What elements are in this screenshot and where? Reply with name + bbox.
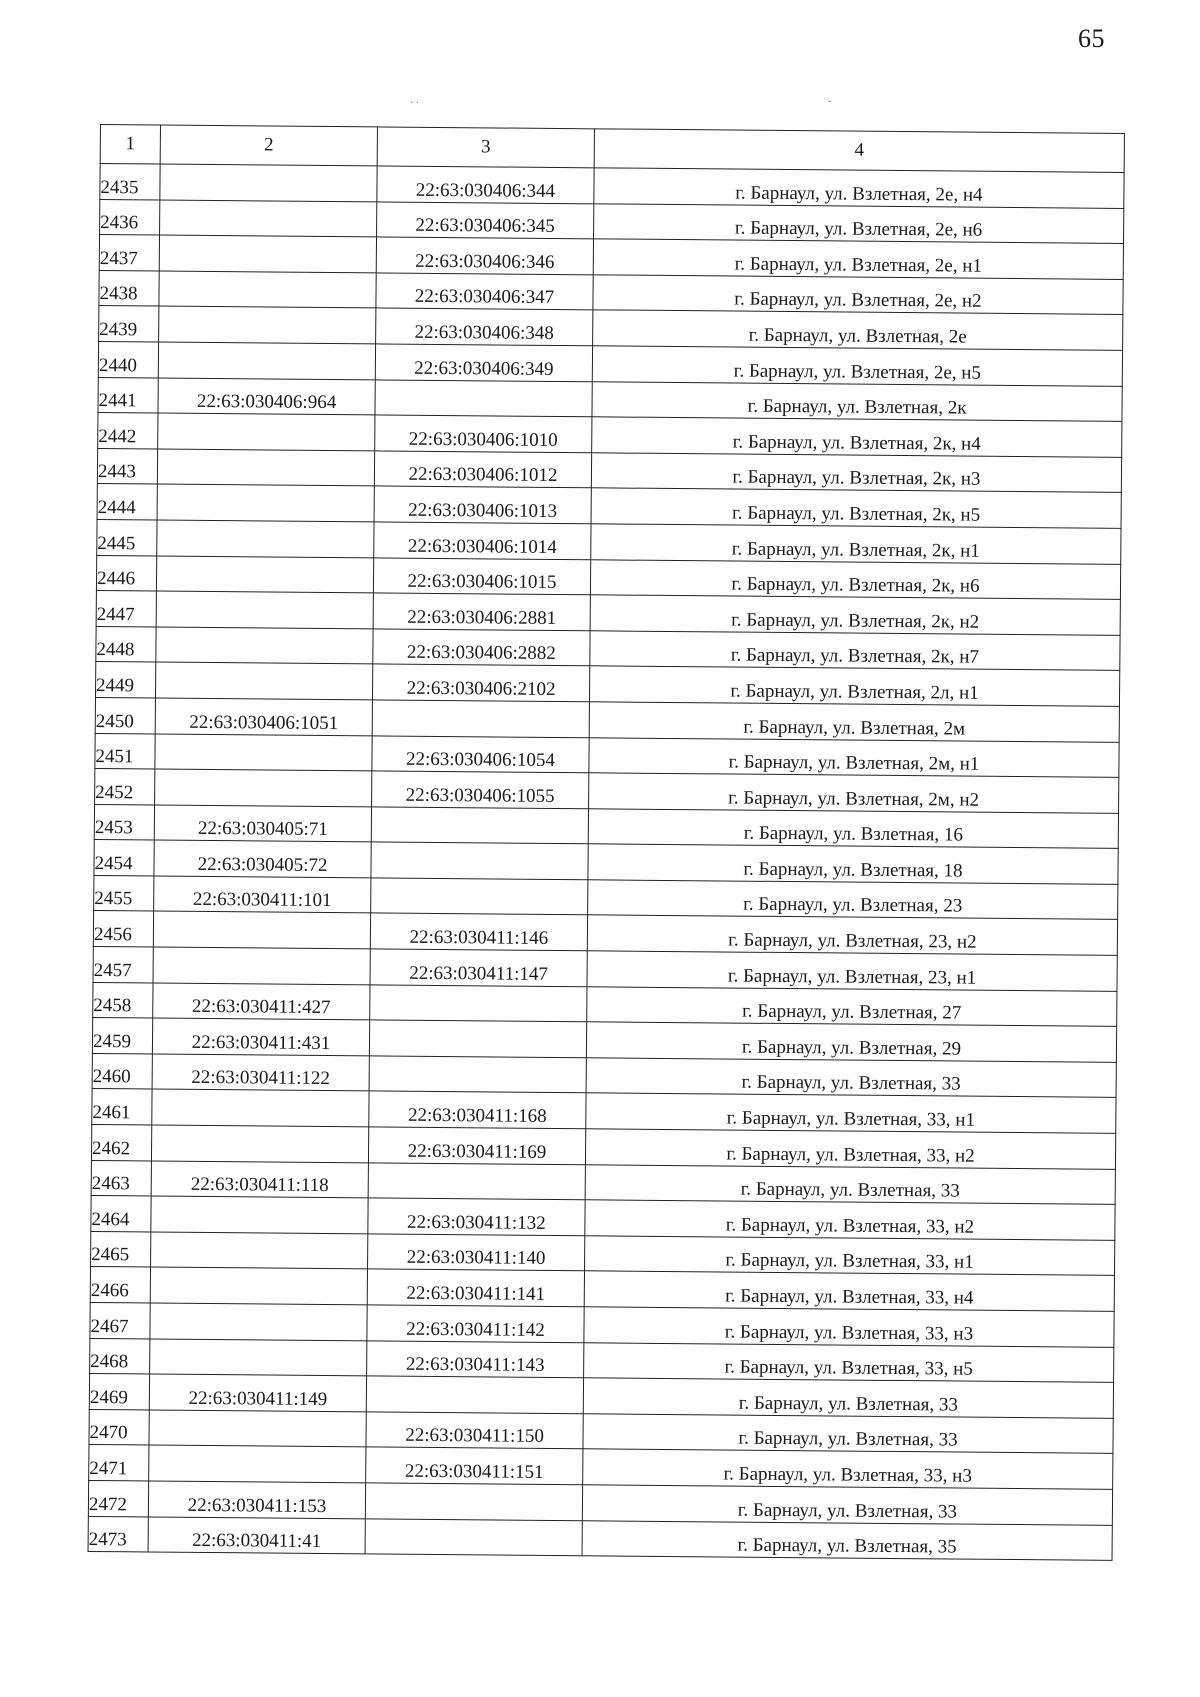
address-cell: г. Барнаул, ул. Взлетная, 33, н5 <box>584 1342 1114 1382</box>
address-cell: г. Барнаул, ул. Взлетная, 2к, н3 <box>591 453 1121 493</box>
address-cell: г. Барнаул, ул. Взлетная, 33 <box>583 1378 1113 1418</box>
object-cadastral-number-cell: 22:63:030411:142 <box>367 1305 584 1342</box>
object-cadastral-number-cell: 22:63:030406:1054 <box>372 735 589 772</box>
table-row <box>88 1516 1112 1561</box>
object-cadastral-number-cell <box>365 1483 582 1520</box>
land-cadastral-number-cell: 22:63:030411:41 <box>148 1517 365 1554</box>
table-body <box>88 164 1124 1561</box>
address-cell: г. Барнаул, ул. Взлетная, 2е <box>593 310 1123 350</box>
object-cadastral-number-cell: 22:63:030406:1014 <box>374 522 591 559</box>
object-cadastral-number-cell: 22:63:030406:1055 <box>372 771 589 808</box>
object-cadastral-number-cell <box>368 1163 585 1200</box>
row-number-cell: 2468 <box>90 1338 150 1374</box>
column-header: 1 <box>100 125 160 165</box>
land-cadastral-number-cell <box>158 342 375 379</box>
address-cell: г. Барнаул, ул. Взлетная, 2м, н2 <box>589 773 1119 813</box>
land-cadastral-number-cell: 22:63:030405:72 <box>154 840 371 877</box>
address-cell: г. Барнаул, ул. Взлетная, 2е, н4 <box>594 168 1124 208</box>
row-number-cell: 2440 <box>98 341 158 377</box>
land-cadastral-number-cell: 22:63:030406:964 <box>158 378 375 415</box>
address-cell: г. Барнаул, ул. Взлетная, 16 <box>588 808 1118 848</box>
land-cadastral-number-cell <box>152 1089 369 1126</box>
object-cadastral-number-cell: 22:63:030411:146 <box>370 913 587 950</box>
row-number-cell: 2471 <box>89 1445 149 1481</box>
object-cadastral-number-cell: 22:63:030406:347 <box>376 273 593 310</box>
row-number-cell: 2457 <box>93 947 153 983</box>
row-number-cell: 2447 <box>96 591 156 627</box>
row-number-cell: 2443 <box>97 448 157 484</box>
object-cadastral-number-cell: 22:63:030406:349 <box>375 344 592 381</box>
object-cadastral-number-cell: 22:63:030406:345 <box>377 202 594 239</box>
object-cadastral-number-cell: 22:63:030406:1013 <box>374 486 591 523</box>
address-cell: г. Барнаул, ул. Взлетная, 2л, н1 <box>589 666 1119 706</box>
object-cadastral-number-cell: 22:63:030406:2881 <box>373 593 590 630</box>
land-cadastral-number-cell: 22:63:030411:101 <box>154 876 371 913</box>
row-number-cell: 2467 <box>90 1302 150 1338</box>
row-number-cell: 2437 <box>99 235 159 271</box>
address-cell: г. Барнаул, ул. Взлетная, 29 <box>586 1022 1116 1062</box>
land-cadastral-number-cell: 22:63:030406:1051 <box>155 698 372 735</box>
document-sheet <box>88 124 1124 1561</box>
object-cadastral-number-cell: 22:63:030406:1012 <box>374 451 591 488</box>
row-number-cell: 2451 <box>95 733 155 769</box>
row-number-cell: 2441 <box>98 377 158 413</box>
address-cell: г. Барнаул, ул. Взлетная, 2е, н5 <box>592 346 1122 386</box>
land-cadastral-number-cell: 22:63:030411:122 <box>152 1054 369 1091</box>
row-number-cell: 2472 <box>88 1480 148 1516</box>
land-cadastral-number-cell <box>155 769 372 806</box>
row-number-cell: 2461 <box>92 1089 152 1125</box>
address-cell: г. Барнаул, ул. Взлетная, 2е, н2 <box>593 275 1123 315</box>
address-cell: г. Барнаул, ул. Взлетная, 2к, н5 <box>591 488 1121 528</box>
land-cadastral-number-cell <box>157 484 374 521</box>
object-cadastral-number-cell <box>365 1518 582 1555</box>
land-cadastral-number-cell <box>160 164 377 201</box>
object-cadastral-number-cell: 22:63:030406:344 <box>377 166 594 203</box>
land-cadastral-number-cell <box>156 627 373 664</box>
address-cell: г. Барнаул, ул. Взлетная, 33 <box>585 1164 1115 1204</box>
row-number-cell: 2464 <box>91 1196 151 1232</box>
column-header: 4 <box>594 129 1124 173</box>
row-number-cell: 2446 <box>96 555 156 591</box>
row-number-cell: 2436 <box>100 199 160 235</box>
land-cadastral-number-cell: 22:63:030405:71 <box>154 805 371 842</box>
object-cadastral-number-cell: 22:63:030411:168 <box>369 1091 586 1128</box>
row-number-cell: 2435 <box>100 164 160 200</box>
address-cell: г. Барнаул, ул. Взлетная, 2к, н6 <box>590 559 1120 599</box>
row-number-cell: 2455 <box>94 875 154 911</box>
object-cadastral-number-cell: 22:63:030406:2882 <box>373 629 590 666</box>
address-cell: г. Барнаул, ул. Взлетная, 33 <box>583 1414 1113 1454</box>
column-header: 2 <box>160 125 377 166</box>
row-number-cell: 2442 <box>98 413 158 449</box>
land-cadastral-number-cell <box>159 271 376 308</box>
object-cadastral-number-cell: 22:63:030411:141 <box>367 1269 584 1306</box>
object-cadastral-number-cell <box>366 1376 583 1413</box>
row-number-cell: 2460 <box>92 1053 152 1089</box>
object-cadastral-number-cell: 22:63:030406:348 <box>376 308 593 345</box>
scan-specks: · · ˇ <box>410 98 832 111</box>
land-cadastral-number-cell: 22:63:030411:118 <box>151 1161 368 1198</box>
object-cadastral-number-cell: 22:63:030406:2102 <box>372 664 589 701</box>
row-number-cell: 2469 <box>89 1374 149 1410</box>
object-cadastral-number-cell <box>372 700 589 737</box>
row-number-cell: 2453 <box>94 804 154 840</box>
row-number-cell: 2452 <box>95 769 155 805</box>
object-cadastral-number-cell: 22:63:030411:147 <box>370 949 587 986</box>
row-number-cell: 2470 <box>89 1409 149 1445</box>
address-cell: г. Барнаул, ул. Взлетная, 33 <box>586 1058 1116 1098</box>
land-cadastral-number-cell <box>153 911 370 948</box>
land-cadastral-number-cell <box>149 1410 366 1447</box>
object-cadastral-number-cell <box>371 878 588 915</box>
address-cell: г. Барнаул, ул. Взлетная, 33, н3 <box>584 1307 1114 1347</box>
address-cell: г. Барнаул, ул. Взлетная, 33, н4 <box>584 1271 1114 1311</box>
land-cadastral-number-cell <box>151 1125 368 1162</box>
object-cadastral-number-cell: 22:63:030411:132 <box>368 1198 585 1235</box>
row-number-cell: 2466 <box>90 1267 150 1303</box>
address-cell: г. Барнаул, ул. Взлетная, 27 <box>587 986 1117 1026</box>
address-cell: г. Барнаул, ул. Взлетная, 35 <box>582 1520 1112 1560</box>
row-number-cell: 2473 <box>88 1516 148 1552</box>
land-cadastral-number-cell: 22:63:030411:149 <box>149 1374 366 1411</box>
land-cadastral-number-cell <box>150 1339 367 1376</box>
object-cadastral-number-cell: 22:63:030406:346 <box>376 237 593 274</box>
object-cadastral-number-cell <box>370 985 587 1022</box>
land-cadastral-number-cell <box>160 200 377 237</box>
row-number-cell: 2458 <box>93 982 153 1018</box>
object-cadastral-number-cell: 22:63:030411:151 <box>366 1447 583 1484</box>
address-cell: г. Барнаул, ул. Взлетная, 33, н1 <box>585 1236 1115 1276</box>
row-number-cell: 2465 <box>91 1231 151 1267</box>
address-cell: г. Барнаул, ул. Взлетная, 23 <box>588 880 1118 920</box>
address-cell: г. Барнаул, ул. Взлетная, 2м <box>589 702 1119 742</box>
address-cell: г. Барнаул, ул. Взлетная, 2м, н1 <box>589 737 1119 777</box>
land-cadastral-number-cell: 22:63:030411:431 <box>152 1018 369 1055</box>
land-cadastral-number-cell <box>159 306 376 343</box>
row-number-cell: 2456 <box>93 911 153 947</box>
address-cell: г. Барнаул, ул. Взлетная, 33 <box>582 1485 1112 1525</box>
object-cadastral-number-cell <box>375 379 592 416</box>
land-cadastral-number-cell <box>158 413 375 450</box>
object-cadastral-number-cell: 22:63:030411:140 <box>368 1234 585 1271</box>
land-cadastral-number-cell <box>150 1267 367 1304</box>
address-cell: г. Барнаул, ул. Взлетная, 2к, н4 <box>592 417 1122 457</box>
address-cell: г. Барнаул, ул. Взлетная, 18 <box>588 844 1118 884</box>
object-cadastral-number-cell: 22:63:030411:143 <box>367 1340 584 1377</box>
land-cadastral-number-cell: 22:63:030411:153 <box>148 1481 365 1518</box>
land-cadastral-number-cell <box>156 591 373 628</box>
registry-table <box>88 124 1125 1561</box>
row-number-cell: 2459 <box>92 1018 152 1054</box>
page-number: 65 <box>1078 24 1105 53</box>
row-number-cell: 2463 <box>91 1160 151 1196</box>
land-cadastral-number-cell <box>149 1445 366 1482</box>
row-number-cell: 2450 <box>95 697 155 733</box>
land-cadastral-number-cell <box>159 235 376 272</box>
address-cell: г. Барнаул, ул. Взлетная, 33, н3 <box>583 1449 1113 1489</box>
land-cadastral-number-cell: 22:63:030411:427 <box>153 983 370 1020</box>
land-cadastral-number-cell <box>156 556 373 593</box>
land-cadastral-number-cell <box>155 734 372 771</box>
object-cadastral-number-cell <box>369 1020 586 1057</box>
address-cell: г. Барнаул, ул. Взлетная, 23, н2 <box>587 915 1117 955</box>
address-cell: г. Барнаул, ул. Взлетная, 33, н2 <box>585 1129 1115 1169</box>
address-cell: г. Барнаул, ул. Взлетная, 2е, н6 <box>594 203 1124 243</box>
address-cell: г. Барнаул, ул. Взлетная, 33, н2 <box>585 1200 1115 1240</box>
address-cell: г. Барнаул, ул. Взлетная, 2е, н1 <box>593 239 1123 279</box>
address-cell: г. Барнаул, ул. Взлетная, 2к, н2 <box>590 595 1120 635</box>
address-cell: г. Барнаул, ул. Взлетная, 33, н1 <box>586 1093 1116 1133</box>
address-cell: г. Барнаул, ул. Взлетная, 2к, н7 <box>590 631 1120 671</box>
row-number-cell: 2454 <box>94 840 154 876</box>
object-cadastral-number-cell <box>371 807 588 844</box>
object-cadastral-number-cell: 22:63:030406:1010 <box>375 415 592 452</box>
row-number-cell: 2444 <box>97 484 157 520</box>
land-cadastral-number-cell <box>153 947 370 984</box>
object-cadastral-number-cell: 22:63:030411:169 <box>368 1127 585 1164</box>
address-cell: г. Барнаул, ул. Взлетная, 23, н1 <box>587 951 1117 991</box>
land-cadastral-number-cell <box>155 662 372 699</box>
land-cadastral-number-cell <box>157 449 374 486</box>
column-header: 3 <box>377 127 594 168</box>
object-cadastral-number-cell: 22:63:030406:1015 <box>373 557 590 594</box>
row-number-cell: 2448 <box>96 626 156 662</box>
land-cadastral-number-cell <box>157 520 374 557</box>
row-number-cell: 2462 <box>91 1124 151 1160</box>
address-cell: г. Барнаул, ул. Взлетная, 2к, н1 <box>591 524 1121 564</box>
land-cadastral-number-cell <box>150 1303 367 1340</box>
object-cadastral-number-cell: 22:63:030411:150 <box>366 1412 583 1449</box>
object-cadastral-number-cell <box>369 1056 586 1093</box>
object-cadastral-number-cell <box>371 842 588 879</box>
row-number-cell: 2445 <box>97 519 157 555</box>
address-cell: г. Барнаул, ул. Взлетная, 2к <box>592 381 1122 421</box>
land-cadastral-number-cell <box>151 1232 368 1269</box>
row-number-cell: 2438 <box>99 270 159 306</box>
land-cadastral-number-cell <box>151 1196 368 1233</box>
row-number-cell: 2449 <box>95 662 155 698</box>
row-number-cell: 2439 <box>99 306 159 342</box>
